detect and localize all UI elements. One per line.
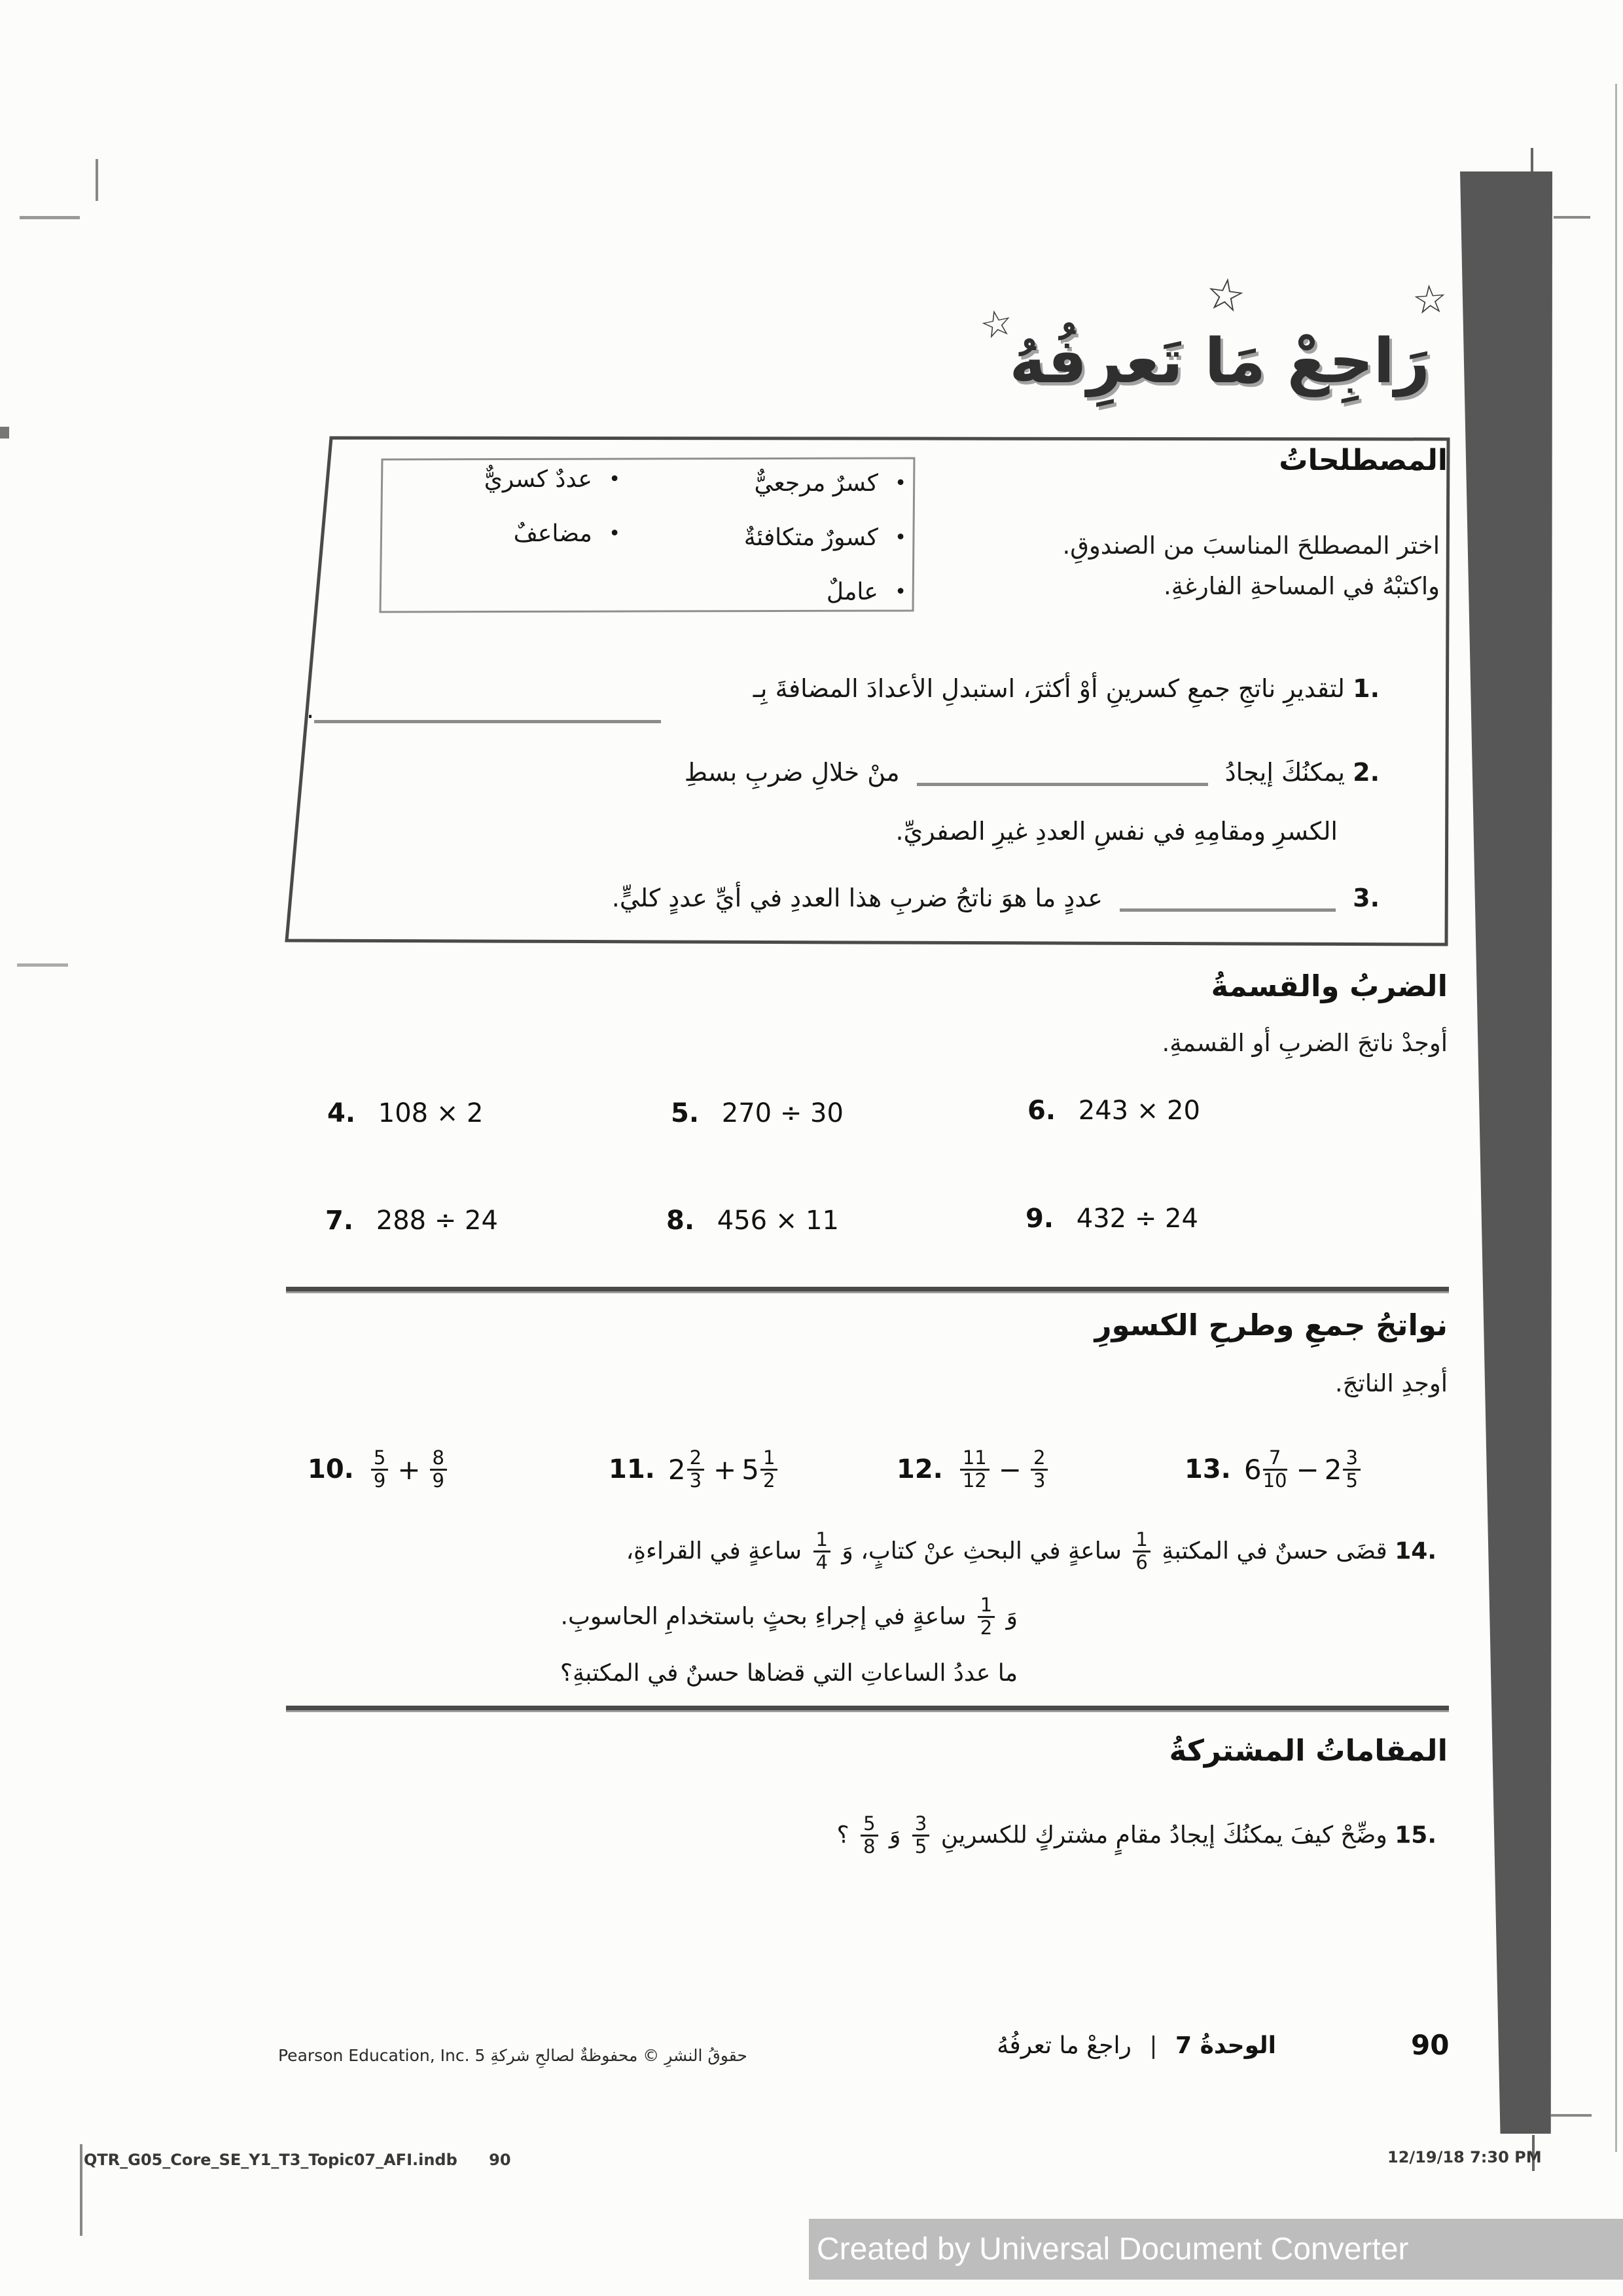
term-label: عاملٌ: [826, 579, 878, 605]
fraction: $\frac{1}{4}$: [813, 1530, 830, 1572]
muldiv-heading: الضربُ والقسمةُ: [1211, 969, 1448, 1003]
term-label: عددٌ كسريٌّ: [484, 466, 592, 493]
answer-blank: [314, 695, 661, 723]
problem-8: [666, 1206, 839, 1236]
bullet-icon: •: [609, 522, 620, 545]
fraction: $\frac{5}{9}$: [371, 1448, 388, 1490]
page-title: رَاجِعْ مَا تَعرِفُهُ: [1009, 326, 1430, 397]
star-icon: ☆: [1410, 276, 1450, 324]
problem-13: [1185, 1427, 1364, 1512]
fractions-heading: نواتجُ جمعِ وطرحِ الكسورِ: [1094, 1308, 1448, 1342]
problem-number: 6.: [1027, 1096, 1056, 1126]
fraction: $\frac{2}{3}$: [687, 1448, 704, 1490]
print-page: 90: [489, 2151, 511, 2169]
question-text: وضِّحْ كيفَ يمكنُكَ إيجادُ مقامٍ مشتركٍ للكسرينِ: [940, 1821, 1387, 1849]
problem-5: [671, 1098, 844, 1128]
star-icon: ☆: [976, 300, 1018, 349]
footer-section-title: راجعْ ما تعرفُهُ: [997, 2032, 1132, 2059]
problem-12: [897, 1427, 1052, 1512]
question-text: لتقديرِ ناتجِ جمعِ كسرينِ أوْ أكثرَ، استبدلِ الأعدادَ المضافةَ بِـ: [753, 674, 1346, 703]
word-bank-column-left: [484, 466, 620, 575]
fraction: $\frac{7}{10}$: [1262, 1446, 1287, 1492]
question-text: ساعةٍ في إجراءِ بحثٍ باستخدامِ الحاسوبِ.: [560, 1603, 967, 1630]
problem-expression: 108 × 2: [378, 1098, 484, 1128]
problem-expression: 456 × 11: [717, 1206, 839, 1236]
problem-expression: 288 ÷ 24: [376, 1206, 498, 1236]
fraction: $\frac{5}{8}$: [861, 1814, 878, 1856]
question-number: .15: [1395, 1821, 1436, 1849]
operator: −: [1296, 1453, 1319, 1486]
problem-expression: 243 × 20: [1078, 1096, 1200, 1126]
problem-expression: 270 ÷ 30: [721, 1098, 844, 1128]
term-label: كسورٌ متكافئةٌ: [743, 524, 878, 551]
unit-number: الوحدةُ 7: [1175, 2032, 1276, 2059]
page-number: 90: [1411, 2029, 1450, 2061]
word-bank-term: [744, 470, 906, 497]
bullet-icon: •: [895, 472, 906, 495]
fraction: $\frac{3}{5}$: [912, 1814, 929, 1856]
question-text: وَ: [889, 1821, 901, 1849]
vocabulary-instruction-line1: اختر المصطلحَ المناسبَ من الصندوقِ.: [1062, 531, 1440, 560]
problem-10: [308, 1427, 451, 1512]
question-2: [685, 758, 1380, 787]
question-text: ساعةٍ في القراءةِ،: [626, 1537, 802, 1565]
fraction: $\frac{11}{12}$: [960, 1448, 990, 1490]
operator: −: [998, 1453, 1022, 1486]
question-text: منْ خلالِ ضربِ بسطِ: [684, 758, 900, 787]
fractions-instruction: أوجدِ الناتجَ.: [1334, 1369, 1448, 1397]
question-text: يمكنُكَ إيجادُ: [1224, 758, 1346, 787]
star-icon: ☆: [1202, 267, 1249, 324]
whole-number: 2: [668, 1453, 686, 1486]
fraction: $\frac{1}{6}$: [1133, 1530, 1150, 1572]
problem-expression: 432 ÷ 24: [1076, 1204, 1198, 1234]
common-denominators-heading: المقاماتُ المشتركةُ: [1169, 1733, 1448, 1768]
footer-unit-label: [997, 2032, 1276, 2059]
question-14-line2: [561, 1596, 1018, 1638]
whole-number: 6: [1243, 1453, 1262, 1486]
problem-number: 10.: [308, 1454, 354, 1484]
problem-number: 8.: [666, 1206, 695, 1236]
operator: +: [397, 1453, 421, 1486]
section-divider: [286, 1706, 1449, 1710]
fraction: $\frac{3}{5}$: [1343, 1448, 1360, 1490]
problem-number: 11.: [609, 1454, 655, 1484]
whole-number: 5: [741, 1453, 759, 1486]
whole-number: 2: [1324, 1453, 1342, 1486]
question-number: .2: [1353, 758, 1380, 787]
problem-number: 12.: [897, 1454, 943, 1484]
bullet-icon: •: [609, 468, 620, 491]
watermark-text: Created by Universal Document Converter: [817, 2232, 1409, 2267]
answer-blank: [917, 758, 1208, 786]
problem-number: 13.: [1185, 1454, 1231, 1484]
problem-11: [609, 1427, 781, 1512]
section-divider: [286, 1710, 1449, 1712]
bullet-icon: •: [895, 526, 906, 549]
question-1-answer-line: [306, 695, 661, 724]
fraction: $\frac{1}{2}$: [978, 1596, 995, 1638]
term-label: مضاعفٌ: [513, 520, 592, 547]
problem-number: 9.: [1026, 1204, 1054, 1234]
question-number: .14: [1395, 1537, 1436, 1565]
problem-7: [325, 1206, 498, 1236]
answer-blank: [1120, 884, 1336, 912]
footer-separator: |: [1149, 2032, 1158, 2059]
bullet-icon: •: [895, 581, 906, 603]
vocabulary-instruction-line2: واكتبْهُ في المساحةِ الفارغةِ.: [1163, 572, 1440, 600]
word-bank-term: [484, 520, 620, 547]
question-text: وَ: [1006, 1603, 1018, 1630]
question-14-line3: ما عددُ الساعاتِ التي قضاها حسنٌ في المكتبةِ؟: [560, 1660, 1018, 1687]
problem-number: 5.: [671, 1098, 700, 1128]
problem-4: [327, 1098, 484, 1128]
question-text: ساعةٍ في البحثِ عنْ كتابٍ، وَ: [842, 1537, 1122, 1565]
section-divider: [286, 1287, 1449, 1291]
fraction: $\frac{1}{2}$: [760, 1448, 777, 1490]
question-number: .1: [1353, 674, 1380, 703]
print-filename: QTR_G05_Core_SE_Y1_T3_Topic07_AFI.indb: [84, 2151, 457, 2169]
question-period: .: [306, 695, 315, 724]
watermark-banner: [809, 2219, 1623, 2280]
question-3: [612, 884, 1380, 912]
muldiv-instruction: أوجدْ ناتجَ الضربِ أو القسمةِ.: [1162, 1029, 1448, 1057]
fraction: $\frac{2}{3}$: [1031, 1448, 1048, 1490]
vocabulary-heading: المصطلحاتُ: [1279, 444, 1448, 477]
problem-number: 4.: [327, 1098, 356, 1128]
fraction: $\frac{8}{9}$: [430, 1448, 447, 1490]
print-file-info: [84, 2151, 511, 2169]
section-divider: [286, 1291, 1449, 1293]
question-text: عددٍ ما هوَ ناتجُ ضربِ هذا العددِ في أيِّ عددٍ كليٍّ.: [611, 884, 1103, 912]
problem-6: [1027, 1096, 1200, 1126]
word-bank-term: [484, 466, 620, 493]
question-15: [837, 1814, 1436, 1856]
question-text: قضَى حسنٌ في المكتبةِ: [1162, 1537, 1387, 1565]
problem-number: 7.: [325, 1206, 354, 1236]
question-14-line1: [626, 1530, 1436, 1572]
copyright-notice: حقوقُ النشرِ © محفوظةٌ لصالحِ شركةِ Pearson Education, Inc. 5: [278, 2046, 747, 2065]
question-2-line2: الكسرِ ومقامِهِ في نفسِ العددِ غيرِ الصفريِّ.: [895, 817, 1338, 846]
word-bank-column-right: [744, 470, 906, 633]
problem-9: [1026, 1204, 1198, 1234]
print-datetime: 12/19/18 7:30 PM: [1387, 2148, 1542, 2166]
question-text: ؟: [836, 1821, 849, 1849]
question-1: [753, 674, 1380, 703]
word-bank-term: [744, 579, 906, 605]
word-bank-term: [744, 524, 906, 551]
operator: +: [713, 1453, 737, 1486]
question-number: .3: [1353, 884, 1380, 912]
term-label: كسرٌ مرجعيٌّ: [754, 470, 878, 497]
